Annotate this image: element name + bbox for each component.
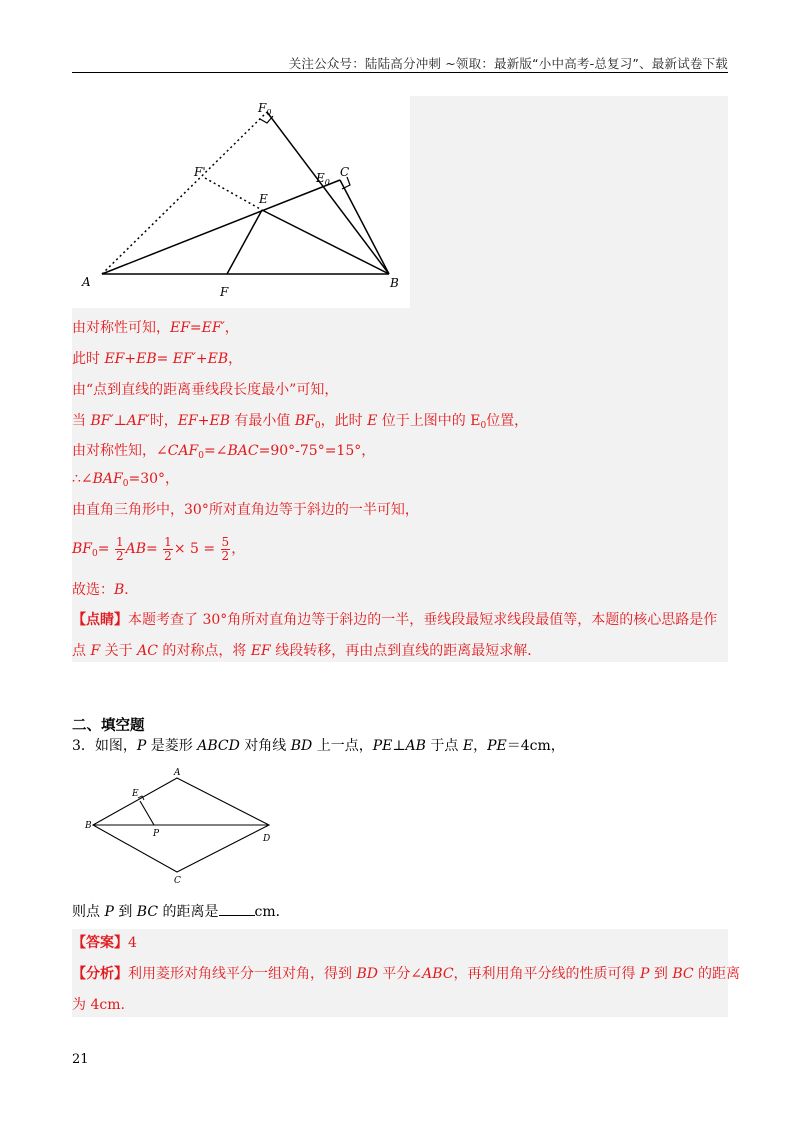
rhombus-diagram (74, 766, 284, 886)
solution-line-8: $BF_0=$ $\frac{1}{2}$ AB= $\frac{1}{2}$ × 5 = $\frac{5}{2}$ ， (72, 534, 246, 563)
page-number: 21 (72, 1052, 89, 1067)
triangle-diagram (72, 96, 410, 308)
geometry-figure-rhombus (74, 766, 284, 886)
answer-line: 【答案】4 (72, 935, 137, 951)
solution-line-9: 故选：B． (72, 582, 139, 598)
segment-b-c (340, 180, 389, 274)
label-b: B (390, 276, 399, 290)
label-a2: A (174, 768, 181, 778)
analysis-line-1: 【分析】利用菱形对角线平分一组对角，得到 BD 平分∠ABC，再利用角平分线的性质可得 P 到 BC 的距离 (72, 966, 741, 982)
segment-e-b (262, 210, 389, 274)
header-rule (72, 72, 728, 73)
solution-line-1: 由对称性可知，EF=EF′， (72, 320, 239, 336)
label-d2: D (263, 834, 271, 844)
label-fprime: F' (194, 165, 206, 179)
segment-a-c (102, 180, 340, 274)
solution-line-7: 由直角三角形中，30°所对直角边等于斜边的一半可知， (72, 502, 419, 518)
solution-comment-line-2: 点 F 关于 AC 的对称点，将 EF 线段转移，再由点到直线的距离最短求解． (72, 643, 542, 659)
label-a: A (82, 275, 91, 289)
solution-line-3: 由“点到直线的距离垂线段长度最小”可知， (72, 382, 339, 398)
answer-blank[interactable] (219, 903, 255, 916)
analysis-line-2: 为 4cm. (72, 997, 125, 1013)
label-e2: E (132, 789, 139, 799)
dotted-line-a-f0 (102, 112, 267, 274)
solution-line-4: 当 BF′⊥AF′时，EF+EB 有最小值 $BF_0$，此时 E 位于上图中的 $E_0$位置， (72, 413, 529, 431)
fraction-one-half-a: $\frac{1}{2}$ (115, 534, 124, 563)
solution-line-6: $\therefore\angle BAF_0=30^\circ$， (72, 471, 180, 489)
fraction-five-halves: $\frac{5}{2}$ (221, 534, 230, 563)
segment-p-e (140, 801, 154, 825)
solution-comment-line-1: 【点睛】本题考查了 30°角所对直角边等于斜边的一半，垂线段最短求线段最值等，本题的核心思路是作 (72, 612, 718, 628)
page-header: 关注公众号：陆陆高分冲刺 ~领取：最新版“小中高考-总复习”、最新试卷下载 (288, 56, 728, 71)
section-title: 二、填空题 (72, 718, 145, 734)
fraction-one-half-b: $\frac{1}{2}$ (164, 534, 172, 563)
label-f: F (220, 285, 229, 299)
solution-line-5: 由对称性知，$\angle CAF_0=\angle BAC=90^\circ-75^\circ=15^\circ$， (72, 443, 376, 461)
segment-e-f (227, 210, 262, 274)
solution-line-2: 此时 EF+EB= EF′+EB， (72, 351, 243, 367)
label-p2: P (153, 829, 160, 839)
label-b2: B (85, 821, 92, 831)
label-f0: $F_0$ (258, 101, 272, 117)
question-text: 3．如图，P 是菱形 ABCD 对角线 BD 上一点，PE⊥AB 于点 E，PE＝4cm， (72, 738, 565, 754)
question-ask: 则点 P 到 BC 的距离是 cm． (72, 904, 290, 920)
geometry-figure-triangle (72, 96, 410, 308)
dotted-line-fprime-e (205, 178, 262, 210)
label-e: E (259, 192, 268, 206)
label-c: C (340, 165, 350, 179)
label-e0: $E_0$ (316, 171, 330, 187)
label-c2: C (174, 876, 181, 886)
segment-b-f0 (267, 112, 389, 274)
